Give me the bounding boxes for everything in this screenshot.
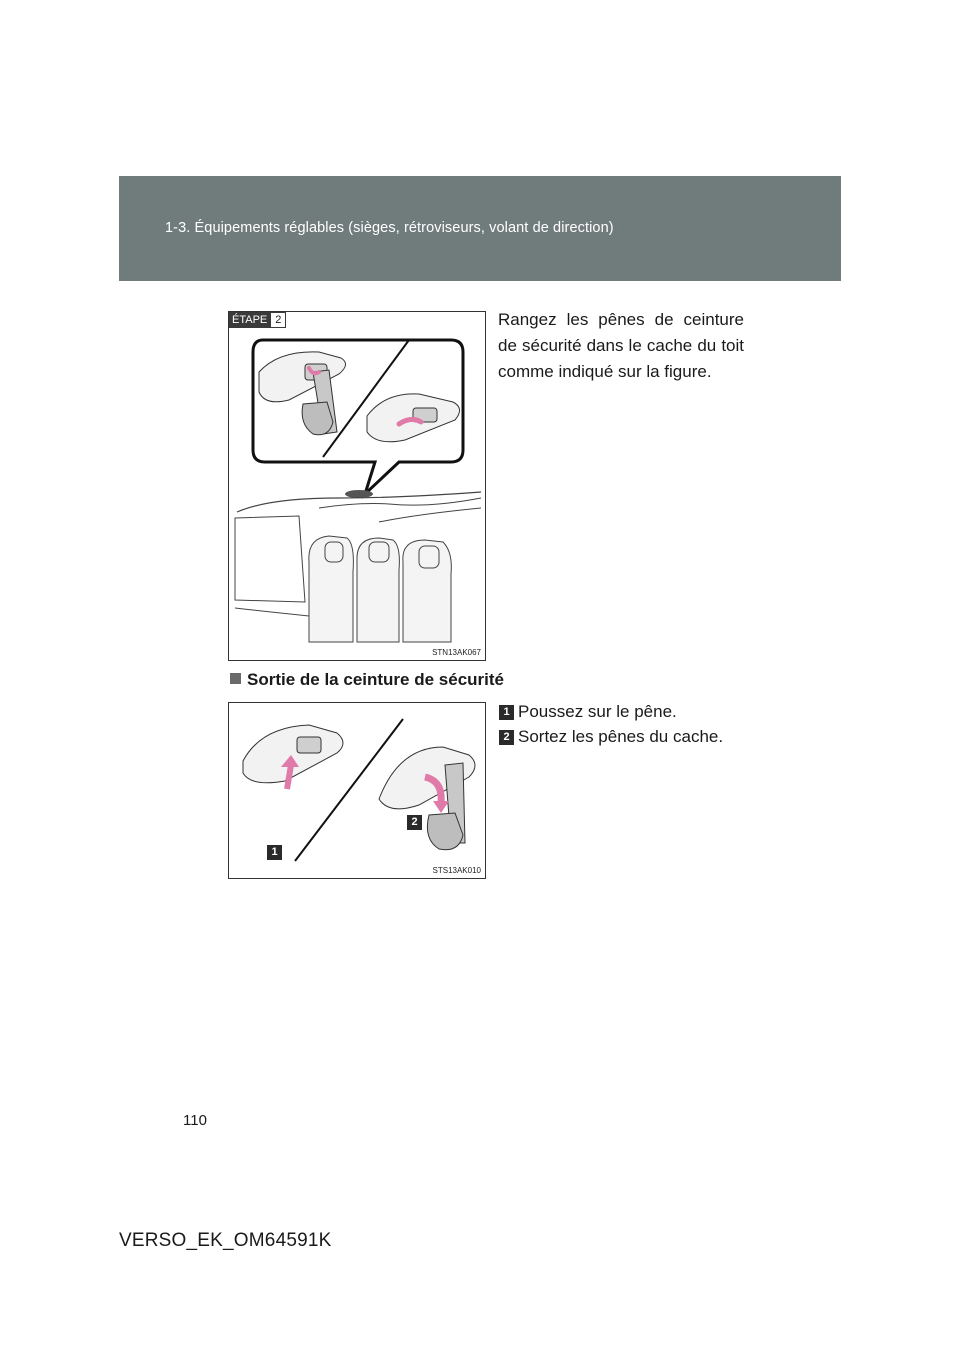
- release-step-2-text: Sortez les pênes du cache.: [518, 727, 724, 746]
- release-step-1-text: Poussez sur le pêne.: [518, 702, 677, 721]
- callout-1: 1: [267, 845, 282, 860]
- callout-2: 2: [407, 815, 422, 830]
- figure-code: STN13AK067: [432, 648, 481, 657]
- figure-code: STS13AK010: [432, 866, 481, 875]
- belt-release-illustration: [228, 702, 486, 879]
- seat-belt-stowage-drawing: [229, 312, 485, 660]
- section-heading: [230, 670, 504, 690]
- step-number-1: 1: [499, 705, 514, 720]
- release-step-1: [499, 702, 677, 722]
- document-code: VERSO_EK_OM64591K: [119, 1230, 332, 1251]
- release-step-2: [499, 727, 723, 747]
- step-badge-number: 2: [270, 312, 286, 328]
- page-number: 110: [183, 1112, 207, 1129]
- roof-cover-illustration: [228, 311, 486, 661]
- header-band: [119, 176, 841, 281]
- section-heading-text: Sortie de la ceinture de sécurité: [247, 670, 504, 689]
- step-badge: [229, 312, 286, 328]
- square-bullet-icon: [230, 673, 241, 684]
- step-number-2: 2: [499, 730, 514, 745]
- step-badge-label: ÉTAPE: [229, 312, 270, 328]
- section-title: 1-3. Équipements réglables (sièges, rétroviseurs, volant de direction): [165, 220, 614, 236]
- step2-instruction: Rangez les pênes de ceinture de sécurité dans le cache du toit comme indiqué sur la figure.: [498, 310, 744, 381]
